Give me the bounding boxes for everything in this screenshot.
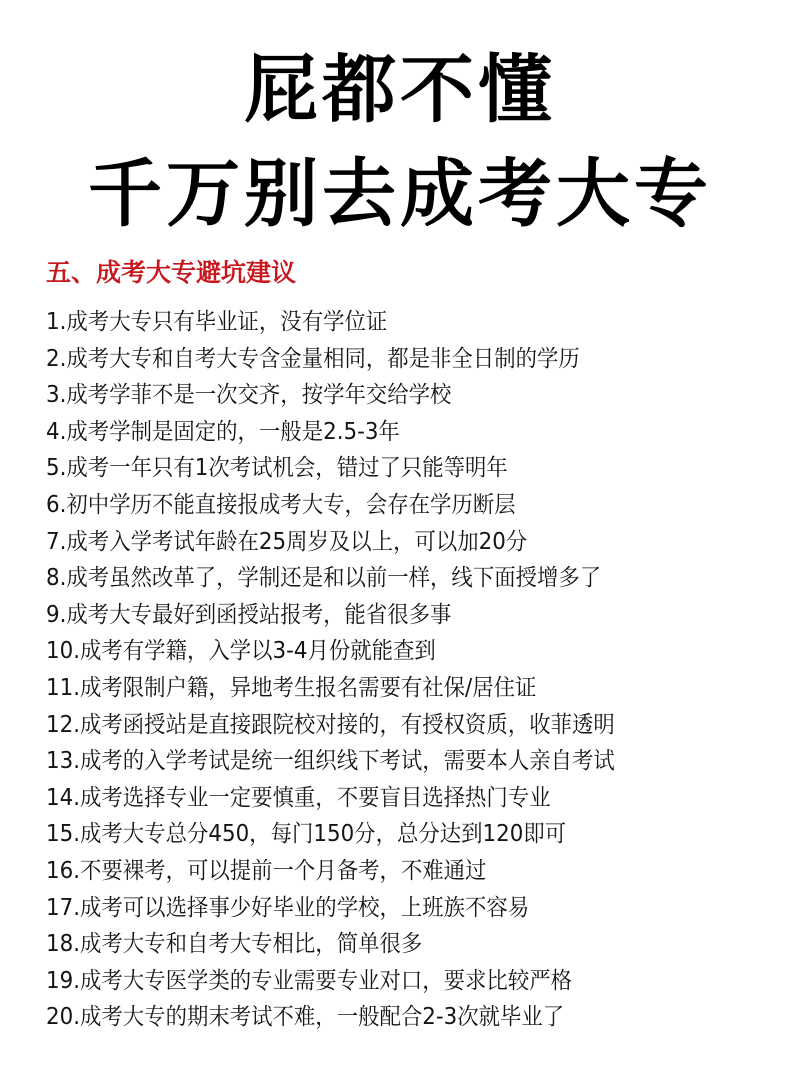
list-item: 7.成考入学考试年龄在25周岁及以上，可以加20分	[46, 528, 528, 555]
page-title-line-1: 屁都不懂	[244, 47, 556, 133]
list-item: 12.成考函授站是直接跟院校对接的，有授权资质，收菲透明	[46, 711, 615, 738]
list-item: 4.成考学制是固定的，一般是2.5-3年	[46, 418, 400, 445]
list-item: 8.成考虽然改革了，学制还是和以前一样，线下面授增多了	[46, 565, 602, 592]
list-item: 1.成考大专只有毕业证，没有学位证	[46, 309, 388, 335]
section-heading: 五、成考大专避坑建议	[46, 258, 297, 287]
list-item: 2.成考大专和自考大专含金量相同，都是非全日制的学历	[46, 345, 580, 372]
list-item: 5.成考一年只有1次考试机会，错过了只能等明年	[46, 455, 508, 482]
list-item: 17.成考可以选择事少好毕业的学校，上班族不容易	[46, 894, 530, 921]
list-item: 6.初中学历不能直接报成考大专，会存在学历断层	[46, 491, 516, 518]
list-item: 14.成考选择专业一定要慎重，不要盲目选择热门专业	[46, 784, 551, 811]
list-item: 16.不要裸考，可以提前一个月备考，不难通过	[46, 857, 487, 884]
list-item: 18.成考大专和自考大专相比，简单很多	[46, 931, 423, 958]
list-item: 3.成考学菲不是一次交齐，按学年交给学校	[46, 382, 452, 409]
title-block	[0, 40, 800, 244]
list-item: 11.成考限制户籍，异地考生报名需要有社保/居住证	[46, 674, 537, 701]
list-item: 13.成考的入学考试是统一组织线下考试，需要本人亲自考试	[46, 748, 615, 775]
list-item: 19.成考大专医学类的专业需要专业对口，要求比较严格	[46, 967, 572, 994]
list-item: 15.成考大专总分450，每门150分，总分达到120即可	[46, 821, 567, 848]
page-title-line-2: 千万别去成考大专	[88, 151, 712, 237]
list-item: 20.成考大专的期末考试不难，一般配合2-3次就毕业了	[46, 1004, 565, 1031]
list-item: 9.成考大专最好到函授站报考，能省很多事	[46, 601, 452, 628]
tips-list	[46, 304, 658, 1036]
list-item: 10.成考有学籍，入学以3-4月份就能查到	[46, 638, 436, 665]
